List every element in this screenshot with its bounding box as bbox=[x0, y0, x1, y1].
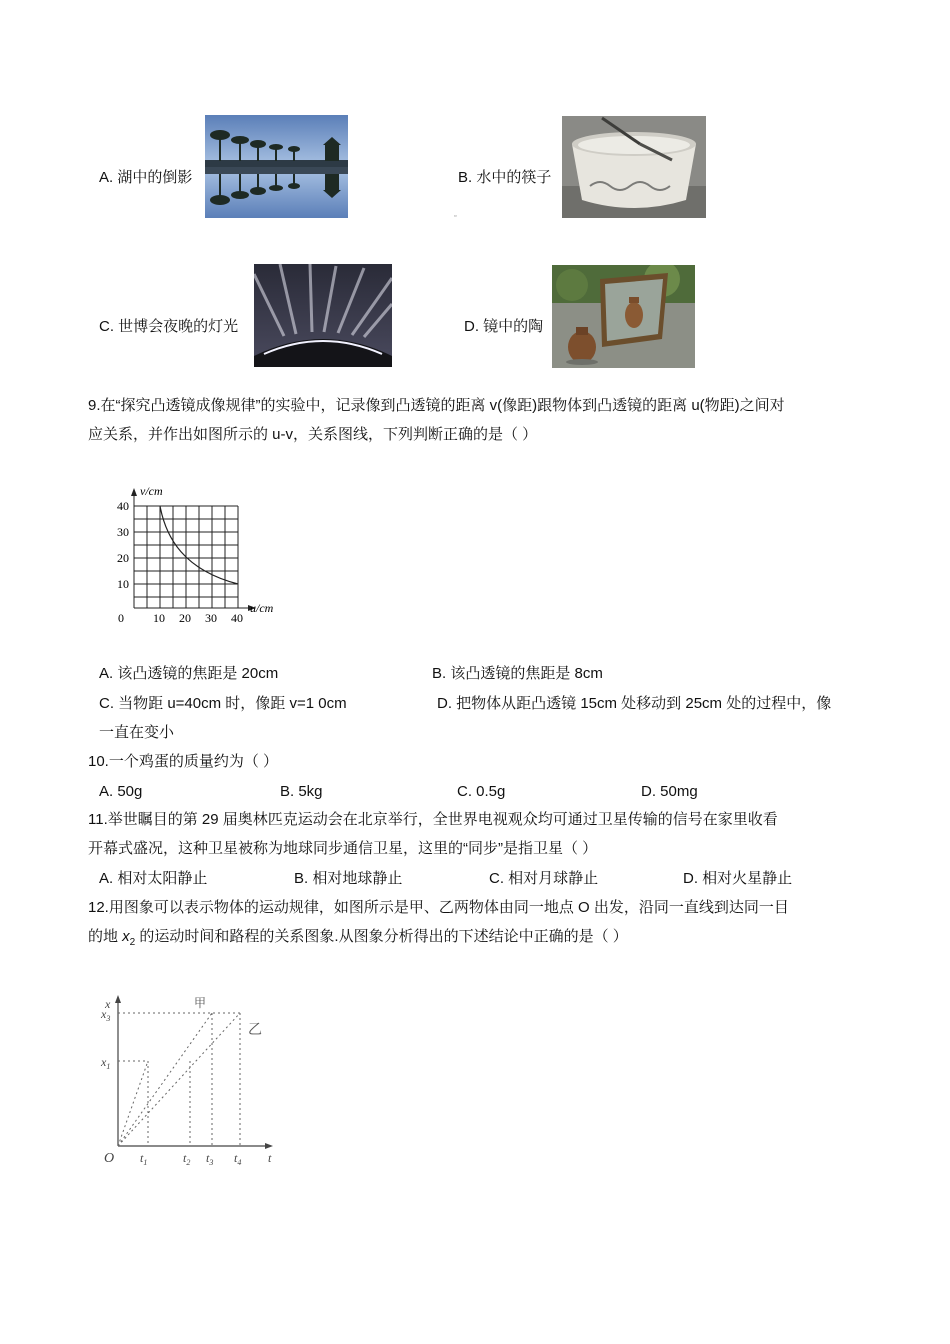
x3-mark: $x_3$ bbox=[101, 1007, 111, 1023]
q11-option-d: D. 相对火星静止 bbox=[683, 870, 793, 887]
chopstick-in-water-photo bbox=[562, 116, 706, 218]
uv-graph bbox=[104, 482, 288, 630]
x-axis-var: x bbox=[105, 997, 111, 1011]
q10-option-d: D. 50mg bbox=[641, 783, 698, 800]
t4-mark: $t_4$ bbox=[234, 1151, 242, 1167]
q10-option-c: C. 0.5g bbox=[457, 783, 506, 800]
v-tick-20: 20 bbox=[117, 551, 129, 565]
q12-stem-line2 bbox=[88, 927, 628, 953]
t2-mark: $t_2$ bbox=[183, 1151, 191, 1167]
q10-option-a: A. 50g bbox=[99, 783, 143, 800]
u-tick-20: 20 bbox=[179, 611, 191, 625]
q9-option-a: A. 该凸透镜的焦距是 20cm bbox=[99, 665, 279, 682]
q12-stem-line2-end: 的运动时间和路程的关系图象.从图象分析得出的下述结论中正确的是（ ） bbox=[135, 928, 628, 945]
lake-reflection-photo bbox=[205, 115, 348, 218]
v-tick-40: 40 bbox=[117, 499, 129, 513]
q12-stem-line2-start: 的地 bbox=[88, 928, 123, 945]
q11-stem-line2: 开幕式盛况，这种卫星被称为地球同步通信卫星，这里的“同步”是指卫星（ ） bbox=[88, 840, 598, 857]
q11-option-b: B. 相对地球静止 bbox=[294, 870, 403, 887]
q11-stem-line1: 11.举世瞩目的第 29 届奥林匹克运动会在北京举行，全世界电视观众均可通过卫星传输的信号在家里收看 bbox=[88, 811, 778, 828]
uv-origin-label: 0 bbox=[118, 611, 124, 625]
q9-option-d-line2: 一直在变小 bbox=[99, 724, 175, 741]
yi-label: 乙 bbox=[248, 1023, 262, 1038]
expo-night-lights-photo bbox=[254, 264, 392, 367]
q10-stem: 10.一个鸡蛋的质量约为（ ） bbox=[88, 753, 279, 770]
q9-stem-line2: 应关系，并作出如图所示的 u-v，关系图线，下列判断正确的是（ ） bbox=[88, 426, 538, 443]
q12-stem-line1: 12.用图象可以表示物体的运动规律，如图所示是甲、乙两物体由同一地点 O 出发，沿同一直线到达同一目 bbox=[88, 899, 789, 916]
v-tick-10: 10 bbox=[117, 577, 129, 591]
u-tick-30: 30 bbox=[205, 611, 217, 625]
t-axis-var: t bbox=[268, 1151, 272, 1165]
q9-stem-line1: 9.在“探究凸透镜成像规律”的实验中，记录像到凸透镜的距离 v(像距)跟物体到凸透镜的距离 u(物距)之间对 bbox=[88, 397, 785, 414]
q8-option-d-label: D. 镜中的陶 bbox=[464, 318, 544, 335]
t3-mark: $t_3$ bbox=[206, 1151, 214, 1167]
q8-option-a-label: A. 湖中的倒影 bbox=[99, 169, 193, 186]
q11-option-c: C. 相对月球静止 bbox=[489, 870, 599, 887]
stray-mark: ▫ bbox=[454, 213, 457, 220]
jia-line bbox=[118, 1013, 212, 1146]
u-tick-10: 10 bbox=[153, 611, 165, 625]
q9-option-b: B. 该凸透镜的焦距是 8cm bbox=[432, 665, 603, 682]
yi-line bbox=[118, 1013, 240, 1146]
q10-option-b: B. 5kg bbox=[280, 783, 323, 800]
q11-option-a: A. 相对太阳静止 bbox=[99, 870, 208, 887]
xt-origin: O bbox=[104, 1151, 115, 1166]
v-tick-30: 30 bbox=[117, 525, 129, 539]
q8-option-c-label: C. 世博会夜晚的灯光 bbox=[99, 318, 239, 335]
jia-label: 甲 bbox=[194, 996, 207, 1010]
t1-mark: $t_1$ bbox=[140, 1151, 148, 1167]
q9-option-d-line1: D. 把物体从距凸透镜 15cm 处移动到 25cm 处的过程中，像 bbox=[437, 695, 832, 712]
q9-option-c: C. 当物距 u=40cm 时，像距 v=1 0cm bbox=[99, 695, 347, 712]
u-axis-label: u/cm bbox=[250, 601, 274, 615]
pottery-in-mirror-photo bbox=[552, 265, 695, 368]
v-axis-label: v/cm bbox=[140, 484, 163, 498]
q12-stem-sub: 2 bbox=[129, 937, 136, 948]
xt-graph bbox=[96, 992, 286, 1174]
u-tick-40: 40 bbox=[231, 611, 243, 625]
q12-stem-var: x bbox=[122, 928, 130, 945]
x1-mark: $x_1$ bbox=[101, 1055, 111, 1071]
q8-option-b-label: B. 水中的筷子 bbox=[458, 169, 552, 186]
